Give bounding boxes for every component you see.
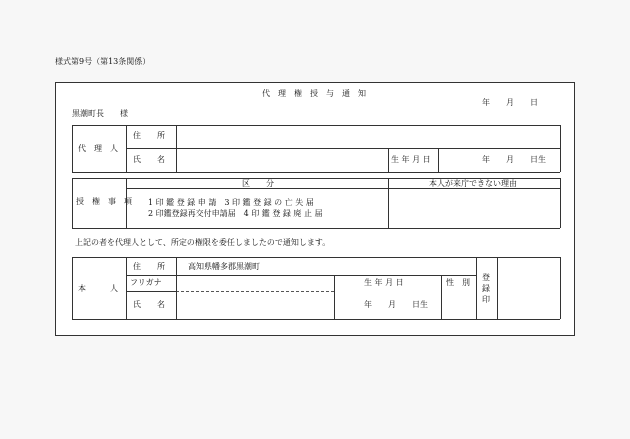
registered-seal-box[interactable] xyxy=(499,259,558,317)
agent-name-label: 氏 名 xyxy=(133,155,165,164)
agent-birth-value[interactable]: 年 月 日生 xyxy=(482,155,546,164)
agent-address-field[interactable] xyxy=(178,127,558,146)
category-header: 区 分 xyxy=(242,179,274,188)
delegation-statement: 上記の者を代理人として、所定の権限を委任しましたので通知します。 xyxy=(75,238,331,247)
reason-field[interactable] xyxy=(390,190,558,226)
authority-heading: 授 権 事 項 xyxy=(76,197,132,206)
principal-furigana-label: フリガナ xyxy=(130,278,162,287)
agent-name-field[interactable] xyxy=(178,150,386,170)
registered-seal-label: 登録印 xyxy=(482,273,490,304)
agent-birth-label: 生 年 月 日 xyxy=(391,155,431,164)
principal-name-field[interactable] xyxy=(178,293,332,317)
addressee: 黒潮町長 様 xyxy=(72,109,128,118)
agent-heading: 代 理 人 xyxy=(78,144,118,153)
authority-items-line-2[interactable]: 2 印鑑登録再交付申請届 4 印 鑑 登 録 廃 止 届 xyxy=(148,209,323,218)
principal-gender-field[interactable] xyxy=(443,293,474,317)
principal-heading: 本 人 xyxy=(78,284,118,293)
authority-items-line-1[interactable]: 1 印 鑑 登 録 申 請 3 印 鑑 登 録 の 亡 失 届 xyxy=(148,198,314,207)
reason-header: 本人が来庁できない理由 xyxy=(429,179,517,188)
principal-address-value[interactable]: 高知県幡多郡黒潮町 xyxy=(188,262,260,271)
form-number-label: 様式第9号（第13条関係） xyxy=(55,57,151,66)
principal-furigana-field[interactable] xyxy=(178,277,332,289)
principal-gender-label: 性 別 xyxy=(446,278,470,287)
document-title: 代 理 権 授 与 通 知 xyxy=(262,89,366,98)
date-line: 年 月 日 xyxy=(482,98,538,107)
principal-name-label: 氏 名 xyxy=(133,300,165,309)
agent-address-label: 住 所 xyxy=(133,131,165,140)
principal-birth-label: 生 年 月 日 xyxy=(364,278,404,287)
principal-birth-value[interactable]: 年 月 日生 xyxy=(364,300,428,309)
principal-address-label: 住 所 xyxy=(133,262,165,271)
